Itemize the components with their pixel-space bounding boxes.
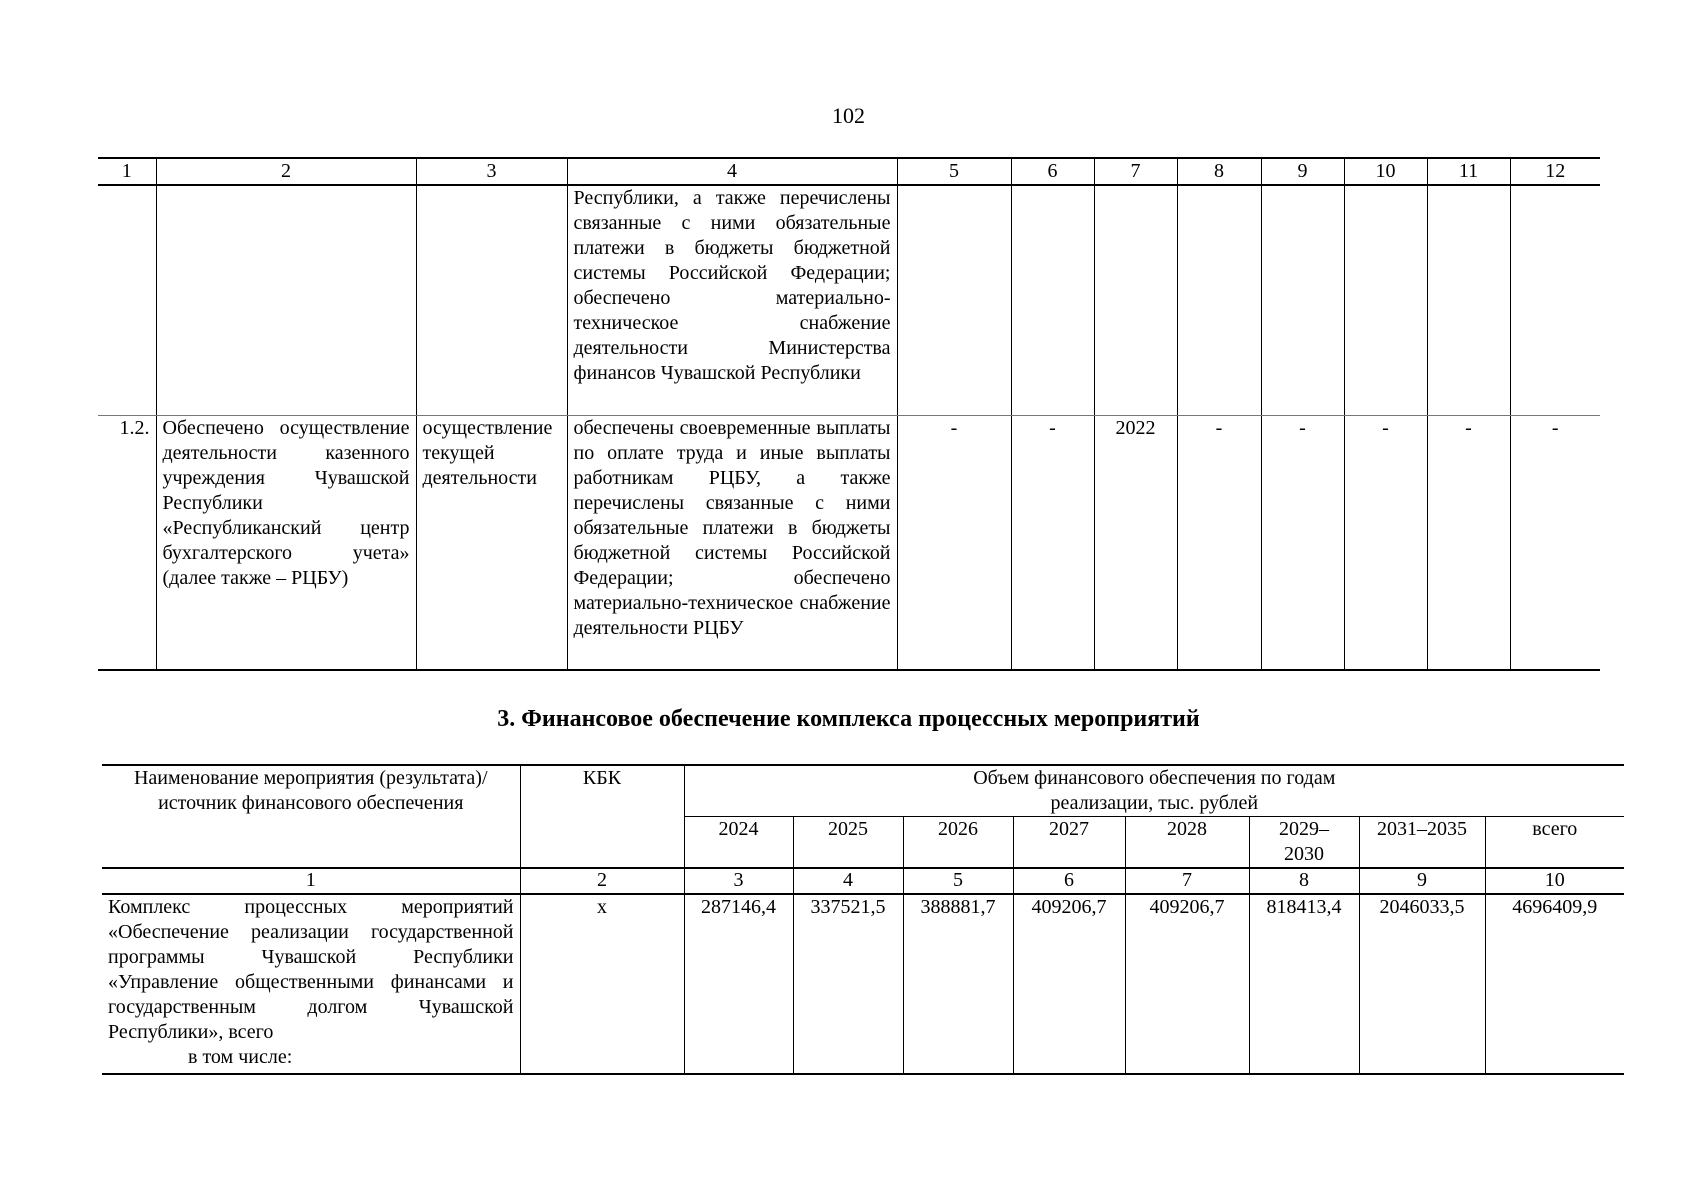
- col-num: 6: [1011, 158, 1094, 185]
- header-row: [102, 765, 1624, 817]
- cell-value: -: [1427, 416, 1510, 671]
- cell-value: -: [1011, 416, 1094, 671]
- year-header: 2031–2035: [1359, 817, 1485, 869]
- col-num: 7: [1094, 158, 1177, 185]
- year-header: 2029–2030: [1249, 817, 1359, 869]
- col-num: 9: [1261, 158, 1344, 185]
- col-num: 11: [1427, 158, 1510, 185]
- col-num: 3: [416, 158, 567, 185]
- table-row: [98, 185, 1600, 416]
- cell-value: 2022: [1094, 416, 1177, 671]
- column-number-row: [98, 158, 1600, 185]
- amount-2031-2035: 2046033,5: [1359, 894, 1485, 1074]
- col-num: 12: [1510, 158, 1600, 185]
- amount-2028: 409206,7: [1125, 894, 1249, 1074]
- kbk-value: x: [520, 894, 684, 1074]
- col-num: 9: [1359, 868, 1485, 894]
- col-num: 2: [156, 158, 416, 185]
- financing-table: [102, 764, 1624, 1075]
- col-num: 1: [102, 868, 520, 894]
- year-header: 2024: [684, 817, 793, 869]
- section-title: 3. Финансовое обеспечение комплекса процессных мероприятий: [497, 706, 1200, 732]
- col-num: 6: [1013, 868, 1125, 894]
- table-row: [102, 894, 1624, 1074]
- year-header: 2027: [1013, 817, 1125, 869]
- col-num: 1: [98, 158, 156, 185]
- year-header: 2026: [903, 817, 1013, 869]
- amount-2026: 388881,7: [903, 894, 1013, 1074]
- col-num: 5: [897, 158, 1011, 185]
- activities-table: [98, 157, 1600, 671]
- year-header: всего: [1485, 817, 1624, 869]
- amount-2029-2030: 818413,4: [1249, 894, 1359, 1074]
- result-description: Республики, а также перечислены связанные с ними обязательные платежи в бюджеты бюджетной системы Российской Федерации; обеспечено материально-техническое снабжение деятельности Министерства финансов Чувашской Республики: [567, 185, 897, 416]
- subnote: в том числе:: [188, 1046, 293, 1068]
- task-name: Обеспечено осуществление деятельности казенного учреждения Чувашской Республики «Республиканский центр бухгалтерского учета» (далее также – РЦБУ): [156, 416, 416, 671]
- amount-2025: 337521,5: [793, 894, 903, 1074]
- amount-total: 4696409,9: [1485, 894, 1624, 1074]
- col-num: 3: [684, 868, 793, 894]
- col-num: 8: [1177, 158, 1261, 185]
- year-header: 2025: [793, 817, 903, 869]
- program-name-cell: [102, 894, 520, 1074]
- page-number: 102: [832, 103, 865, 128]
- column-number-row: [102, 868, 1624, 894]
- cell-value: -: [1177, 416, 1261, 671]
- cell-value: -: [1261, 416, 1344, 671]
- header-volume: Объем финансового обеспечения по годам реализации, тыс. рублей: [684, 765, 1624, 817]
- amount-2027: 409206,7: [1013, 894, 1125, 1074]
- table-row: [98, 416, 1600, 671]
- cell-value: -: [1344, 416, 1427, 671]
- program-name: Комплекс процессных мероприятий «Обеспечение реализации государственной программы Чувашской Республики «Управление общественными финансами и государственным долгом Чувашской Республики», всего: [108, 896, 514, 1043]
- col-num: 2: [520, 868, 684, 894]
- amount-2024: 287146,4: [684, 894, 793, 1074]
- row-number: 1.2.: [98, 416, 156, 671]
- col-num: 4: [567, 158, 897, 185]
- col-num: 10: [1344, 158, 1427, 185]
- header-kbk: КБК: [520, 765, 684, 868]
- cell-value: -: [1510, 416, 1600, 671]
- cell-value: -: [897, 416, 1011, 671]
- col-num: 7: [1125, 868, 1249, 894]
- col-num: 8: [1249, 868, 1359, 894]
- header-name: Наименование мероприятия (результата)/источник финансового обеспечения: [102, 765, 520, 868]
- col-num: 10: [1485, 868, 1624, 894]
- col-num: 5: [903, 868, 1013, 894]
- result-description: обеспечены своевременные выплаты по оплате труда и иные выплаты работникам РЦБУ, а также перечислены связанные с ними обязательные платежи в бюджеты бюджетной системы Российской Федерации; обеспечено материально-техническое снабжение деятельности РЦБУ: [567, 416, 897, 671]
- col-num: 4: [793, 868, 903, 894]
- task-type: осуществление текущей деятельности: [416, 416, 567, 671]
- year-header: 2028: [1125, 817, 1249, 869]
